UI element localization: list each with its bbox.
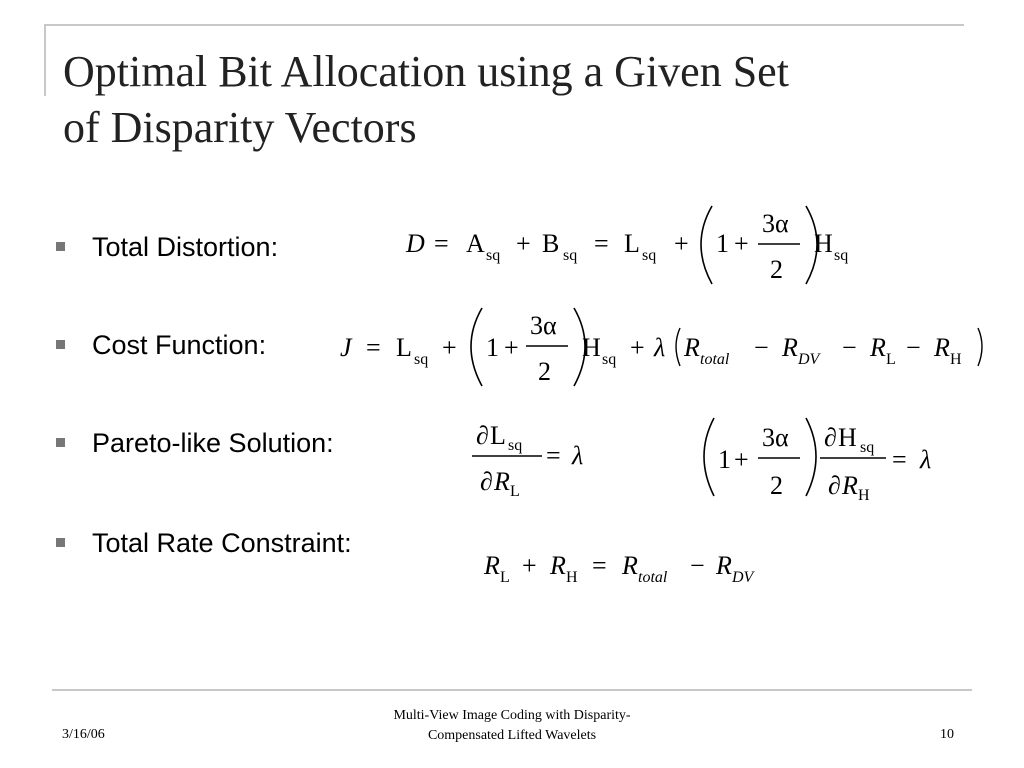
title-frame-left-line [44, 24, 46, 96]
footer-divider [52, 689, 972, 691]
fraction-numerator: 3α [762, 209, 789, 238]
subscript-total: total [638, 569, 668, 586]
symbol-R: R [870, 333, 886, 362]
partial-icon: ∂ [476, 421, 489, 450]
bullet-label: Total Distortion: [92, 232, 279, 262]
subscript-sq: sq [486, 247, 501, 264]
subscript-sq: sq [602, 351, 617, 368]
equation-total-distortion [400, 196, 870, 292]
symbol-R: R [934, 333, 950, 362]
operator-plus: + [630, 333, 645, 362]
subscript-L: L [500, 569, 510, 586]
equation-pareto-right [700, 410, 950, 506]
subscript-sq: sq [834, 247, 849, 264]
operator-equals: = [594, 229, 609, 258]
symbol-R: R [684, 333, 700, 362]
operator-equals: = [892, 445, 907, 474]
symbol-R: R [842, 471, 858, 500]
term-A: A [466, 229, 485, 258]
operator-minus: − [842, 333, 857, 362]
title-line-2: of Disparity Vectors [63, 103, 417, 152]
subscript-sq: sq [860, 439, 875, 456]
term-L: L [396, 333, 412, 362]
subscript-L: L [510, 483, 520, 500]
left-paren-icon [704, 418, 714, 496]
operator-minus: − [906, 333, 921, 362]
bullet-square-icon [56, 242, 65, 251]
symbol-D: D [406, 229, 425, 258]
subscript-DV: DV [798, 351, 820, 368]
equation-total-rate-constraint [480, 544, 780, 588]
operator-plus: + [734, 445, 749, 474]
number-one: 1 [716, 229, 729, 258]
fraction-denominator: 2 [770, 255, 783, 284]
operator-equals: = [592, 551, 607, 580]
operator-plus: + [734, 229, 749, 258]
symbol-R: R [494, 467, 510, 496]
term-L: L [624, 229, 640, 258]
symbol-R: R [550, 551, 566, 580]
bullet-label: Total Rate Constraint: [92, 528, 352, 558]
partial-icon: ∂ [824, 423, 837, 452]
subscript-total: total [700, 351, 730, 368]
subscript-sq: sq [414, 351, 429, 368]
symbol-J: J [340, 333, 352, 362]
fraction-denominator: 2 [770, 471, 783, 500]
subscript-H: H [566, 569, 578, 586]
partial-icon: ∂ [828, 471, 841, 500]
footer-date: 3/16/06 [62, 727, 105, 742]
bullet-square-icon [56, 538, 65, 547]
subscript-L: L [886, 351, 896, 368]
subscript-sq: sq [508, 437, 523, 454]
symbol-lambda: λ [572, 441, 584, 470]
footer-title [362, 706, 662, 746]
right-paren-icon [806, 418, 816, 496]
equation-pareto-left [468, 404, 608, 504]
term-H: H [838, 423, 857, 452]
operator-equals: = [546, 441, 561, 470]
bullet-label: Cost Function: [92, 330, 267, 360]
number-one: 1 [486, 333, 499, 362]
operator-plus: + [516, 229, 531, 258]
left-paren-icon [471, 308, 482, 386]
operator-plus: + [674, 229, 689, 258]
term-H: H [582, 333, 601, 362]
operator-equals: = [434, 229, 449, 258]
operator-minus: − [754, 333, 769, 362]
fraction-denominator: 2 [538, 357, 551, 386]
number-one: 1 [718, 445, 731, 474]
symbol-lambda: λ [654, 333, 666, 362]
fraction-numerator: 3α [530, 311, 557, 340]
term-B: B [542, 229, 560, 258]
symbol-R: R [484, 551, 500, 580]
symbol-R: R [716, 551, 732, 580]
symbol-R: R [622, 551, 638, 580]
footer-title-line-2: Compensated Lifted Wavelets [427, 728, 597, 743]
footer-title-line-1: Multi-View Image Coding with Disparity- [393, 708, 631, 723]
operator-plus: + [504, 333, 519, 362]
slide-title [63, 44, 963, 156]
left-paren-icon [701, 206, 712, 284]
subscript-H: H [858, 487, 870, 504]
subscript-sq: sq [563, 247, 578, 264]
operator-plus: + [442, 333, 457, 362]
left-paren-icon [676, 328, 680, 366]
operator-plus: + [522, 551, 537, 580]
title-line-1: Optimal Bit Allocation using a Given Set [63, 47, 789, 96]
operator-equals: = [366, 333, 381, 362]
right-paren-icon [978, 328, 982, 366]
slide-number: 10 [940, 727, 954, 742]
partial-icon: ∂ [480, 467, 493, 496]
title-frame-top-line [44, 24, 964, 26]
symbol-R: R [782, 333, 798, 362]
term-H: H [814, 229, 833, 258]
fraction-numerator: 3α [762, 423, 789, 452]
equation-cost-function [336, 298, 996, 394]
bullet-label: Pareto-like Solution: [92, 428, 334, 458]
operator-minus: − [690, 551, 705, 580]
symbol-lambda: λ [920, 445, 932, 474]
bullet-square-icon [56, 340, 65, 349]
subscript-DV: DV [732, 569, 754, 586]
subscript-H: H [950, 351, 962, 368]
bullet-square-icon [56, 438, 65, 447]
subscript-sq: sq [642, 247, 657, 264]
term-L: L [490, 421, 506, 450]
